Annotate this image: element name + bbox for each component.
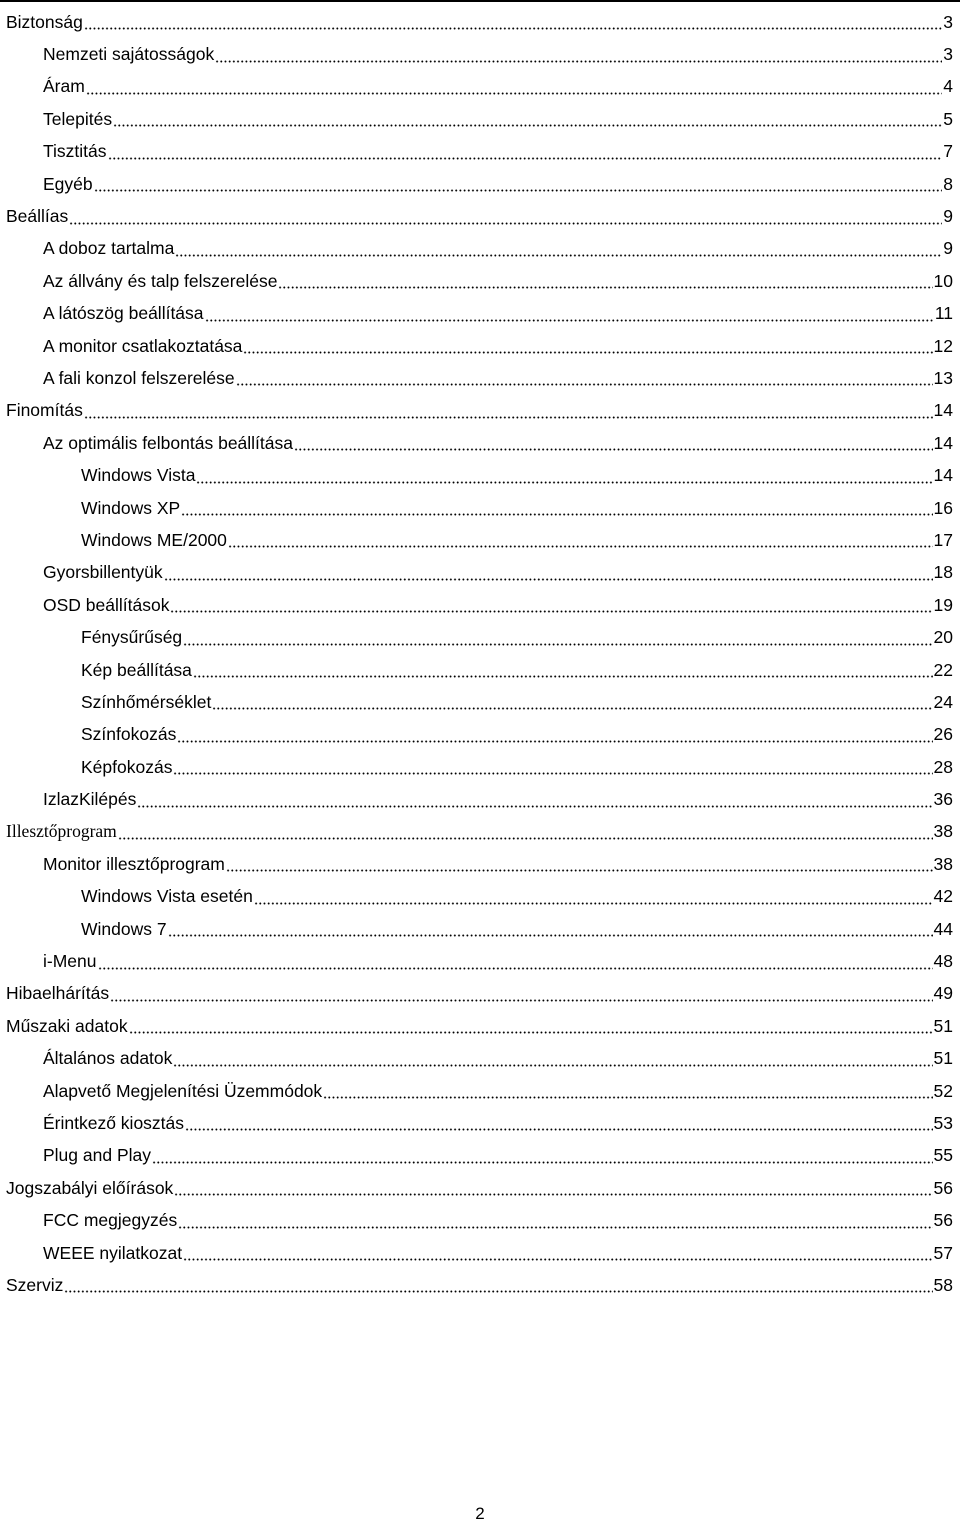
toc-entry-title: A doboz tartalma <box>43 238 175 259</box>
dot-leader <box>183 1244 932 1262</box>
toc-entry-page: 57 <box>933 1242 953 1263</box>
toc-entry-page: 56 <box>933 1210 953 1231</box>
dot-leader <box>173 1050 932 1068</box>
toc-entry[interactable] <box>0 719 960 751</box>
dot-leader <box>193 661 933 679</box>
toc-entry-page: 3 <box>943 11 953 32</box>
toc-entry-page: 14 <box>933 432 953 453</box>
toc-entry-title: Jogszabályi előírások <box>6 1177 174 1198</box>
toc-entry-title: Szerviz <box>6 1274 64 1295</box>
toc-entry-title: Biztonság <box>6 11 83 32</box>
dot-leader <box>98 953 933 971</box>
toc-entry-page: 14 <box>933 400 953 421</box>
toc-entry-title: Érintkező kiosztás <box>43 1112 185 1133</box>
toc-entry[interactable] <box>0 881 960 913</box>
toc-entry-page: 36 <box>933 789 953 810</box>
toc-entry[interactable] <box>0 1140 960 1172</box>
toc-entry[interactable] <box>0 848 960 880</box>
toc-entry-title: Színfokozás <box>81 724 177 745</box>
toc-entry-page: 51 <box>933 1048 953 1069</box>
toc-entry-title: Gyorsbillentyük <box>43 562 163 583</box>
toc-entry-page: 26 <box>933 724 953 745</box>
toc-entry[interactable] <box>0 395 960 427</box>
toc-entry-page: 38 <box>933 821 953 842</box>
dot-leader <box>113 110 942 128</box>
toc-entry[interactable] <box>0 427 960 459</box>
toc-entry-title: Fénysűrűség <box>81 627 183 648</box>
dot-leader <box>137 791 932 809</box>
dot-leader <box>173 758 932 776</box>
dot-leader <box>168 920 933 938</box>
toc-entry-page: 56 <box>933 1177 953 1198</box>
toc-entry-title: Műszaki adatok <box>6 1015 128 1036</box>
toc-entry-page: 42 <box>933 886 953 907</box>
toc-entry[interactable] <box>0 265 960 297</box>
toc-entry-page: 10 <box>933 270 953 291</box>
toc-entry-title: Az állvány és talp felszerelése <box>43 270 278 291</box>
toc-entry-page: 53 <box>933 1112 953 1133</box>
toc-entry-title: A látószög beállítása <box>43 303 204 324</box>
toc-entry-page: 58 <box>933 1274 953 1295</box>
toc-entry[interactable] <box>0 362 960 394</box>
toc-entry-title: Plug and Play <box>43 1145 151 1166</box>
toc-entry-page: 11 <box>934 303 953 324</box>
dot-leader <box>196 467 932 485</box>
top-rule <box>0 0 960 2</box>
dot-leader <box>183 629 932 647</box>
toc-entry[interactable] <box>0 1204 960 1236</box>
dot-leader <box>170 596 932 614</box>
dot-leader <box>94 175 943 193</box>
toc-entry-title: FCC megjegyzés <box>43 1210 178 1231</box>
toc-entry[interactable] <box>0 978 960 1010</box>
toc-entry-page: 4 <box>943 76 953 97</box>
toc-entry-page: 3 <box>943 44 953 65</box>
toc-entry[interactable] <box>0 103 960 135</box>
toc-entry-title: Tisztitás <box>43 141 107 162</box>
toc-entry-title: Beállías <box>6 206 69 227</box>
dot-leader <box>205 305 934 323</box>
toc-entry[interactable] <box>0 1107 960 1139</box>
toc-entry[interactable] <box>0 233 960 265</box>
toc-entry-page: 5 <box>943 108 953 129</box>
dot-leader <box>86 78 942 96</box>
toc-entry[interactable] <box>0 1269 960 1301</box>
toc-entry-page: 8 <box>943 173 953 194</box>
dot-leader <box>152 1147 933 1165</box>
toc-entry[interactable] <box>0 816 960 848</box>
page-number: 2 <box>475 1504 485 1523</box>
dot-leader <box>294 434 933 452</box>
toc-entry[interactable] <box>0 136 960 168</box>
toc-entry[interactable] <box>0 1043 960 1075</box>
dot-leader <box>178 1212 932 1230</box>
dot-leader <box>323 1082 932 1100</box>
toc-entry-page: 24 <box>933 691 953 712</box>
dot-leader <box>177 726 932 744</box>
toc-entry[interactable] <box>0 913 960 945</box>
dot-leader <box>185 1114 933 1132</box>
toc-entry[interactable] <box>0 459 960 491</box>
toc-entry-title: Nemzeti sajátosságok <box>43 44 215 65</box>
toc-entry[interactable] <box>0 1010 960 1042</box>
toc-entry-page: 22 <box>933 659 953 680</box>
toc-entry[interactable] <box>0 589 960 621</box>
dot-leader <box>110 985 932 1003</box>
toc-entry-page: 13 <box>933 367 953 388</box>
toc-entry[interactable] <box>0 654 960 686</box>
dot-leader <box>254 888 933 906</box>
dot-leader <box>215 46 942 64</box>
toc-entry-page: 20 <box>933 627 953 648</box>
toc-entry[interactable] <box>0 298 960 330</box>
toc-entry-title: A fali konzol felszerelése <box>43 367 235 388</box>
toc-entry[interactable] <box>0 38 960 70</box>
toc-entry-title: Windows Vista <box>81 465 196 486</box>
toc-entry-title: Alapvető Megjelenítési Üzemmódok <box>43 1080 323 1101</box>
toc-entry[interactable] <box>0 200 960 232</box>
toc-entry-page: 9 <box>943 206 953 227</box>
toc-entry[interactable] <box>0 686 960 718</box>
dot-leader <box>243 337 932 355</box>
toc-entry-page: 12 <box>933 335 953 356</box>
toc-entry-page: 9 <box>943 238 953 259</box>
dot-leader <box>84 13 942 31</box>
toc-entry-title: Általános adatok <box>43 1048 173 1069</box>
toc-entry[interactable] <box>0 1075 960 1107</box>
dot-leader <box>236 369 933 387</box>
toc-entry-page: 38 <box>933 853 953 874</box>
toc-entry-title: IzlazKilépés <box>43 789 137 810</box>
toc-entry-title: A monitor csatlakoztatása <box>43 335 243 356</box>
toc-entry-page: 28 <box>933 756 953 777</box>
toc-entry-title: Színhőmérséklet <box>81 691 212 712</box>
toc-entry-title: OSD beállítások <box>43 594 170 615</box>
toc-entry-title: Hibaelhárítás <box>6 983 110 1004</box>
toc-entry-title: Finomítás <box>6 400 83 421</box>
toc-entry[interactable] <box>0 6 960 38</box>
toc-entry-page: 7 <box>943 141 953 162</box>
toc-entry-page: 17 <box>933 529 953 550</box>
dot-leader <box>118 823 933 841</box>
toc-entry-title: Illesztőprogram <box>6 821 117 842</box>
toc-entry-title: Képfokozás <box>81 756 173 777</box>
toc-entry[interactable] <box>0 168 960 200</box>
dot-leader <box>129 1017 933 1035</box>
toc-entry-page: 44 <box>933 918 953 939</box>
toc-entry-title: Egyéb <box>43 173 93 194</box>
toc-entry-page: 48 <box>933 951 953 972</box>
toc-entry[interactable] <box>0 557 960 589</box>
toc-entry-title: Kép beállítása <box>81 659 192 680</box>
toc-entry-title: i-Menu <box>43 951 97 972</box>
toc-entry[interactable] <box>0 945 960 977</box>
dot-leader <box>69 208 942 226</box>
toc-entry-page: 52 <box>933 1080 953 1101</box>
toc-entry-title: Windows Vista esetén <box>81 886 253 907</box>
dot-leader <box>228 531 933 549</box>
toc-entry[interactable] <box>0 751 960 783</box>
toc-entry-page: 51 <box>933 1015 953 1036</box>
toc-entry-page: 18 <box>933 562 953 583</box>
dot-leader <box>278 272 932 290</box>
dot-leader <box>84 402 933 420</box>
table-of-contents <box>0 6 960 1302</box>
toc-entry-page: 14 <box>933 465 953 486</box>
toc-entry[interactable] <box>0 1172 960 1204</box>
toc-entry-page: 49 <box>933 983 953 1004</box>
toc-entry-title: Áram <box>43 76 85 97</box>
toc-entry[interactable] <box>0 71 960 103</box>
dot-leader <box>212 693 932 711</box>
dot-leader <box>174 1179 932 1197</box>
toc-entry-title: Windows XP <box>81 497 181 518</box>
toc-entry[interactable] <box>0 492 960 524</box>
dot-leader <box>108 143 943 161</box>
dot-leader <box>175 240 942 258</box>
toc-entry[interactable] <box>0 524 960 556</box>
dot-leader <box>64 1276 932 1294</box>
toc-entry-page: 16 <box>933 497 953 518</box>
toc-entry[interactable] <box>0 783 960 815</box>
toc-entry[interactable] <box>0 621 960 653</box>
toc-entry-page: 55 <box>933 1145 953 1166</box>
toc-entry-title: Monitor illesztőprogram <box>43 853 225 874</box>
toc-entry-title: WEEE nyilatkozat <box>43 1242 183 1263</box>
toc-entry-title: Telepités <box>43 108 113 129</box>
toc-entry[interactable] <box>0 330 960 362</box>
toc-entry-title: Windows ME/2000 <box>81 529 227 550</box>
dot-leader <box>164 564 933 582</box>
toc-entry[interactable] <box>0 1237 960 1269</box>
dot-leader <box>226 855 933 873</box>
toc-entry-page: 19 <box>933 594 953 615</box>
toc-entry-title: Az optimális felbontás beállítása <box>43 432 293 453</box>
dot-leader <box>181 499 932 517</box>
toc-entry-title: Windows 7 <box>81 918 167 939</box>
